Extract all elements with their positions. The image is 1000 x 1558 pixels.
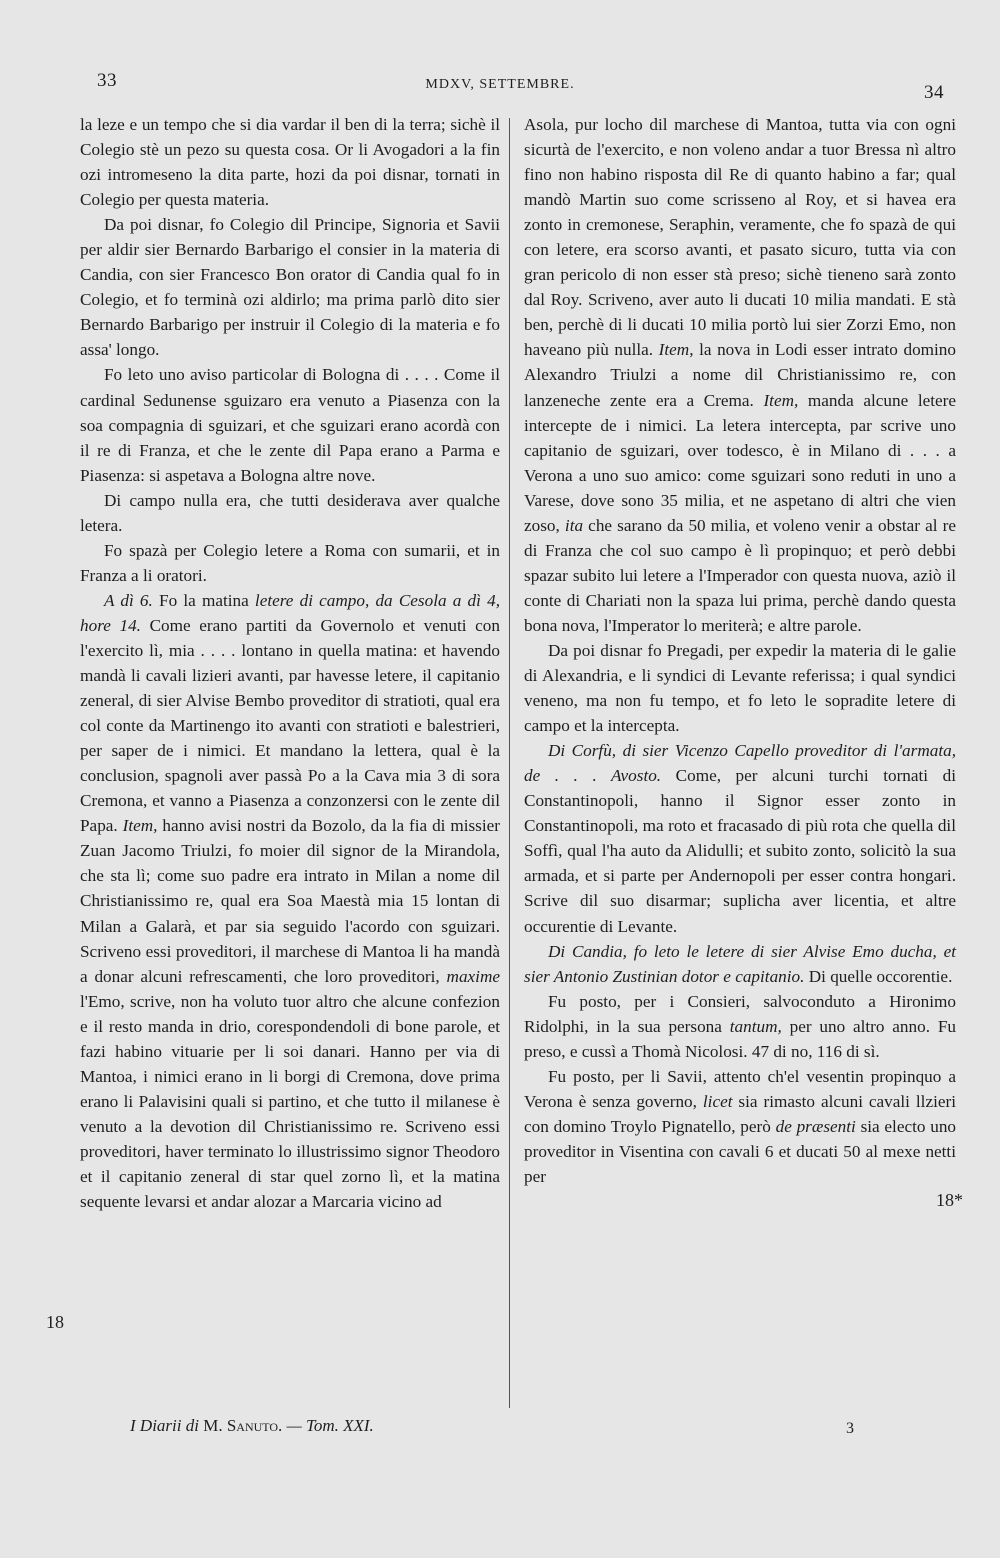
paragraph: Fu posto, per li Savii, attento ch'el vesentin propinquo a Verona è senza governo, licet sia rimasto alcuni cavali llzieri con domino Troylo Pignatello, però de præsenti sia electo uno proveditor in Visentina con cavali 6 et ducati 50 al mexe netti per — [524, 1066, 957, 1186]
margin-marker-right: 18* — [936, 1190, 963, 1210]
page-number-right: 34 — [924, 82, 944, 103]
left-column — [80, 112, 500, 1214]
running-title: MDXV, SETTEMBRE. — [425, 77, 575, 92]
paragraph: Fo leto uno aviso particolar di Bologna di . . . . Come il cardinal Sedunense sguizaro era venuto a Piasenza con la soa compagnia di sguizari, et che sguizari erano acordà con il re di Franza, et che le zente dil Papa erano a Parma e Piasenza: si aspetava a Bologna altre nove. — [80, 365, 500, 485]
signature-mark: 3 — [846, 1420, 854, 1437]
footer-title: I Diarii di M. Sanuto. — Tom. XXI. — [130, 1416, 374, 1435]
paragraph: Fo spazà per Colegio letere a Roma con sumarii, et in Franza a li oratori. — [80, 540, 500, 585]
paragraph: Asola, pur locho dil marchese di Mantoa, tutta via con ogni sicurtà de l'exercito, e non voleno andar a tuor Bressa nì altro fino non habino risposta dil Re di quanto habino a far; qual mandò Martin suo come scrisseno al Roy, et si havea era zonto in cremonese, Seraphin, veramente, che fo spazà de qui con letere, era scorso avanti, et pasato sicuro, tutta via con gran pericolo di non esser stà preso; sichè tieneno sarà zonto dal Roy. Scriveno, aver auto li ducati 10 milia mandati. E stà ben, perchè di li ducati 10 milia portò lui sier Zorzi Emo, non haveano più nulla. Item, la nova in Lodi esser intrato domino Alexandro Triulzi a nome dil Christianissimo re, con lanzeneche zente era a Crema. Item, manda alcune letere intercepte de i nimici. La letera intercepta, par scrive uno capitanio de sguizari, over todesco, è in Milano di . . . a Verona a uno suo amico: come sguizari sono reduti in uno a Varese, dove sono 35 milia, et ne aspetano di altri che vien zoso, ita che sarano da 50 milia, et voleno venir a obstar al re di Franza che col suo campo è lì propinquo; et però debbi spazar subito lui letere a l'Imperador con questa nuova, aziò il conte di Chariati non la spaza lui prima, perchè dando questa bona nova, l'Imperator lo meriterà; e altre parole. — [524, 115, 957, 635]
page-number-left: 33 — [97, 70, 117, 91]
paragraph: Di Corfù, di sier Vicenzo Capello proveditor di l'armata, de . . . Avosto. Come, per alcuni turchi tornati di Constantinopoli, hanno il Signor esser zonto in Constantinopoli, ma roto et fracasado di più rota che quella dil Soffì, qual l'ha auto da Alidulli; et subito zonto, solicitò la sua armada, et si parte per Andernopoli per esser contra hongari. Scrive dil suo disarmar; suplicha aver licentia, et altre occurentie di Levante. — [524, 741, 956, 936]
paragraph: A dì 6. Fo la matina letere di campo, da Cesola a dì 4, hore 14. Come erano partiti da Governolo et venuti con l'exercito lì, mia . . . . lontano in quella matina: et havendo mandà li cavali lizieri avanti, par havesse letere, il capitanio zeneral, di sier Alvise Bembo proveditor di stratioti, qual era col conte da Martinengo ito avanti con stratioti e balestrieri, per saper de i nimici. Et mandano la lettera, qual è la conclusion, spagnoli aver passà Po a la Cava mia 3 di sora Cremona, et vanno a Piasenza a conzonzersi con le zente dil Papa. Item, hanno avisi nostri da Bozolo, da la fia di missier Zuan Jacomo Triulzi, fo moier dil signor de la Mirandola, che sta lì; come suo padre era intrato in Milan a nome dil Christianissimo re, qual era Soa Maestà mia 15 lontan di Milan a Galarà, et par sia seguido l'acordo con sguizari. Scriveno essi proveditori, il marchese di Mantoa li ha mandà a donar alcuni refrescamenti, che loro proveditori, maxime l'Emo, scrive, non ha voluto tuor altro che alcune confezion e il resto manda in drio, corespondendoli di bone parole, et fazi habino vituarie per li soi danari. Hanno per via di Mantoa, i nimici erano in li borgi di Cremona, dove prima erano li Palavisini quali si partino, et che tutto il milanese è venuto a la devotion dil Christianissimo re. Scriveno essi proveditori, haver terminato lo illustrissimo signor Theodoro et il capitanio zeneral di star quel zorno lì, et la matina sequente levarsi et andar alozar a Marcaria vicino ad — [80, 590, 501, 1212]
margin-marker-left: 18 — [46, 1312, 64, 1332]
paragraph: Da poi disnar, fo Colegio dil Principe, Signoria et Savii per aldir sier Bernardo Barbarigo el consier in la materia di Candia, con sier Francesco Bon orator di Candia qual fo in Colegio, et fo terminà ozi aldirlo; ma prima parlò dito sier Bernardo Barbarigo per instruir il Colegio di la materia e fo assa' longo. — [80, 215, 500, 360]
right-column — [524, 112, 956, 1189]
paragraph: Di campo nulla era, che tutti desiderava aver qualche letera. — [80, 490, 500, 535]
date-heading: A dì 6. — [104, 590, 153, 610]
paragraph: la leze e un tempo che si dia vardar il ben di la terra; sichè il Colegio stè un pezo su questa cosa. Or li Avogadori a la fin ozi intromeseno la dita parte, hozi da poi disnar, tornati in Colegio per questa materia. — [80, 115, 500, 210]
paragraph: Da poi disnar fo Pregadi, per expedir la materia di le galie di Alexandria, e li syndici di Levante referissa; i qual syndici veneno, ma non fu tempo, et fo leto le sopradite letere di campo et la intercepta. — [524, 640, 956, 736]
column-divider — [509, 118, 510, 1408]
paragraph: Di Candia, fo leto le letere di sier Alvise Emo ducha, et sier Antonio Zustinian dotor e capitanio. Di quelle occorentie. — [524, 941, 956, 986]
paragraph: Fu posto, per i Consieri, salvoconduto a Hironimo Ridolphi, in la sua persona tantum, per uno altro anno. Fu preso, e cussì a Thomà Nicolosi. 47 di no, 116 di sì. — [524, 991, 956, 1061]
